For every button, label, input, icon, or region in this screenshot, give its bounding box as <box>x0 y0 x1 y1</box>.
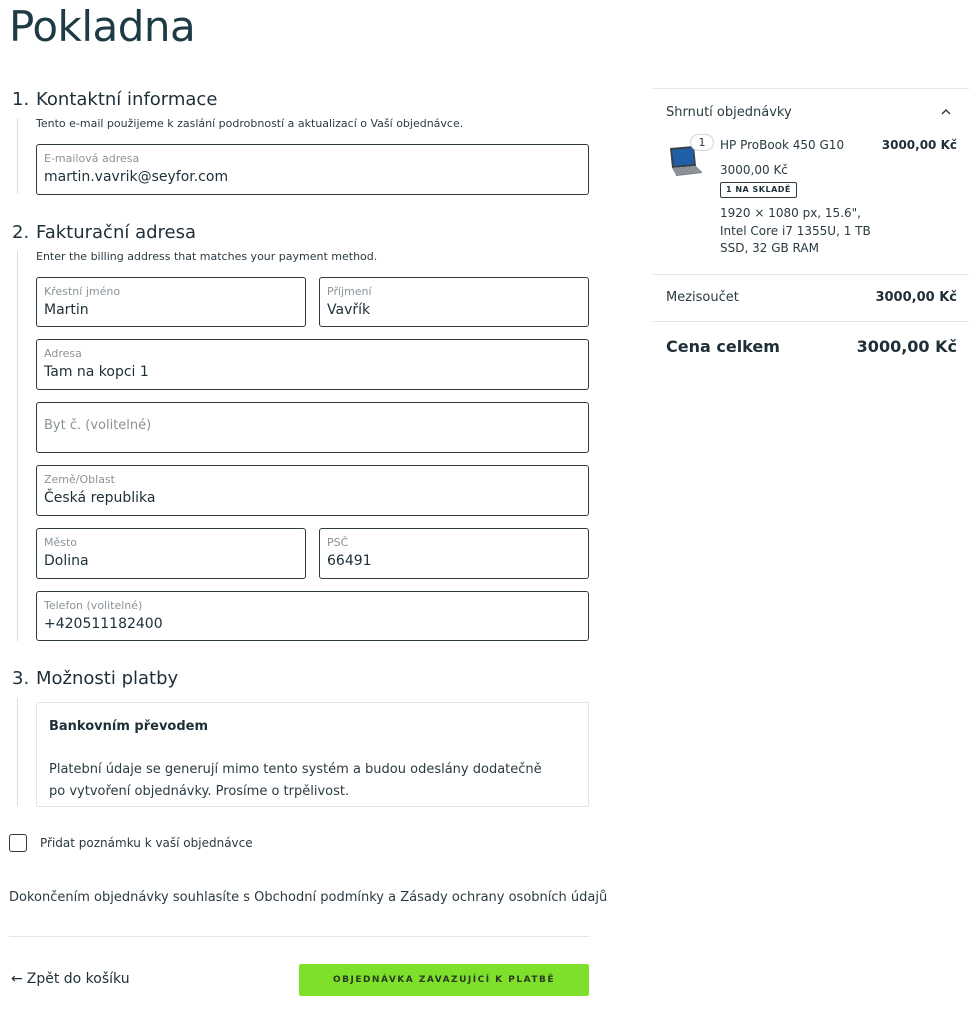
city-field[interactable] <box>36 528 306 579</box>
phone-label: Telefon (volitelné) <box>44 599 143 612</box>
section-rail <box>17 118 18 194</box>
apartment-field[interactable] <box>36 402 589 453</box>
chevron-up-icon[interactable] <box>941 106 951 119</box>
section-title-text: Možnosti platby <box>36 668 179 689</box>
zip-value: 66491 <box>327 553 372 569</box>
city-label: Město <box>44 536 78 549</box>
section-title-text: Fakturační adresa <box>36 222 197 243</box>
payment-method-text: Platební údaje se generují mimo tento systém a budou odeslány dodatečně po vytvoření objednávky. Prosíme o trpělivost. <box>49 762 542 799</box>
first-name-value: Martin <box>44 302 89 318</box>
zip-label: PSČ <box>327 536 349 549</box>
section-title-contact <box>12 89 217 110</box>
section-title-text: Kontaktní informace <box>36 89 218 110</box>
divider <box>9 936 589 937</box>
section-title-payment <box>12 668 178 689</box>
section-number: 2. <box>12 222 30 243</box>
back-to-cart-link[interactable] <box>11 971 130 987</box>
back-to-cart-label: Zpět do košíku <box>26 971 130 987</box>
country-select[interactable] <box>36 465 589 516</box>
divider <box>653 274 969 275</box>
page-title: Pokladna <box>9 2 196 51</box>
first-name-field[interactable] <box>36 277 306 327</box>
payment-method-bank-transfer[interactable] <box>36 702 589 807</box>
product-description: 1920 × 1080 px, 15.6", Intel Core i7 1355U, 1 TB SSD, 32 GB RAM <box>720 206 871 255</box>
order-summary-title[interactable]: Shrnutí objednávky <box>666 105 792 120</box>
country-label: Země/Oblast <box>44 473 115 486</box>
section-number: 3. <box>12 668 30 689</box>
subtotal-label: Mezisoučet <box>666 290 739 305</box>
subtotal-value: 3000,00 Kč <box>875 290 957 305</box>
product-name: HP ProBook 450 G10 <box>720 138 845 152</box>
zip-field[interactable] <box>319 528 589 579</box>
arrow-left-icon: ← <box>11 971 23 987</box>
country-value: Česká republika <box>44 490 156 506</box>
section-description: Tento e-mail použijeme k zaslání podrobností a aktualizací o Vaší objednávce. <box>36 117 464 130</box>
address-field[interactable] <box>36 339 589 390</box>
section-title-billing <box>12 222 196 243</box>
last-name-label: Příjmení <box>327 285 372 298</box>
terms-text: Dokončením objednávky souhlasíte s Obchodní podmínky a Zásady ochrany osobních údajů <box>9 890 608 905</box>
quantity-badge: 1 <box>690 134 714 151</box>
section-number: 1. <box>12 89 30 110</box>
city-value: Dolina <box>44 553 89 569</box>
place-order-button[interactable]: OBJEDNÁVKA ZAVAZUJÍCÍ K PLATBĚ <box>299 964 589 996</box>
apartment-placeholder: Byt č. (volitelné) <box>44 418 152 433</box>
address-value: Tam na kopci 1 <box>44 364 149 380</box>
stock-badge: 1 NA SKLADĚ <box>720 182 797 198</box>
divider <box>653 88 969 89</box>
divider <box>653 321 969 322</box>
payment-method-title: Bankovním převodem <box>49 719 209 734</box>
last-name-field[interactable] <box>319 277 589 327</box>
section-description: Enter the billing address that matches your payment method. <box>36 250 378 263</box>
email-label: E-mailová adresa <box>44 152 140 165</box>
last-name-value: Vavřík <box>327 302 371 318</box>
product-total: 3000,00 Kč <box>881 138 957 152</box>
product-unit-price: 3000,00 Kč <box>720 163 788 177</box>
email-field[interactable] <box>36 144 589 195</box>
total-value: 3000,00 Kč <box>856 337 957 356</box>
total-label: Cena celkem <box>666 337 780 356</box>
email-value: martin.vavrik@seyfor.com <box>44 169 229 185</box>
phone-field[interactable] <box>36 591 589 641</box>
first-name-label: Křestní jméno <box>44 285 121 298</box>
order-note-checkbox[interactable] <box>9 834 27 852</box>
phone-value: +420511182400 <box>44 616 163 632</box>
order-note-label[interactable]: Přidat poznámku k vaší objednávce <box>40 836 253 850</box>
section-rail <box>17 698 18 806</box>
section-rail <box>17 251 18 641</box>
address-label: Adresa <box>44 347 82 360</box>
